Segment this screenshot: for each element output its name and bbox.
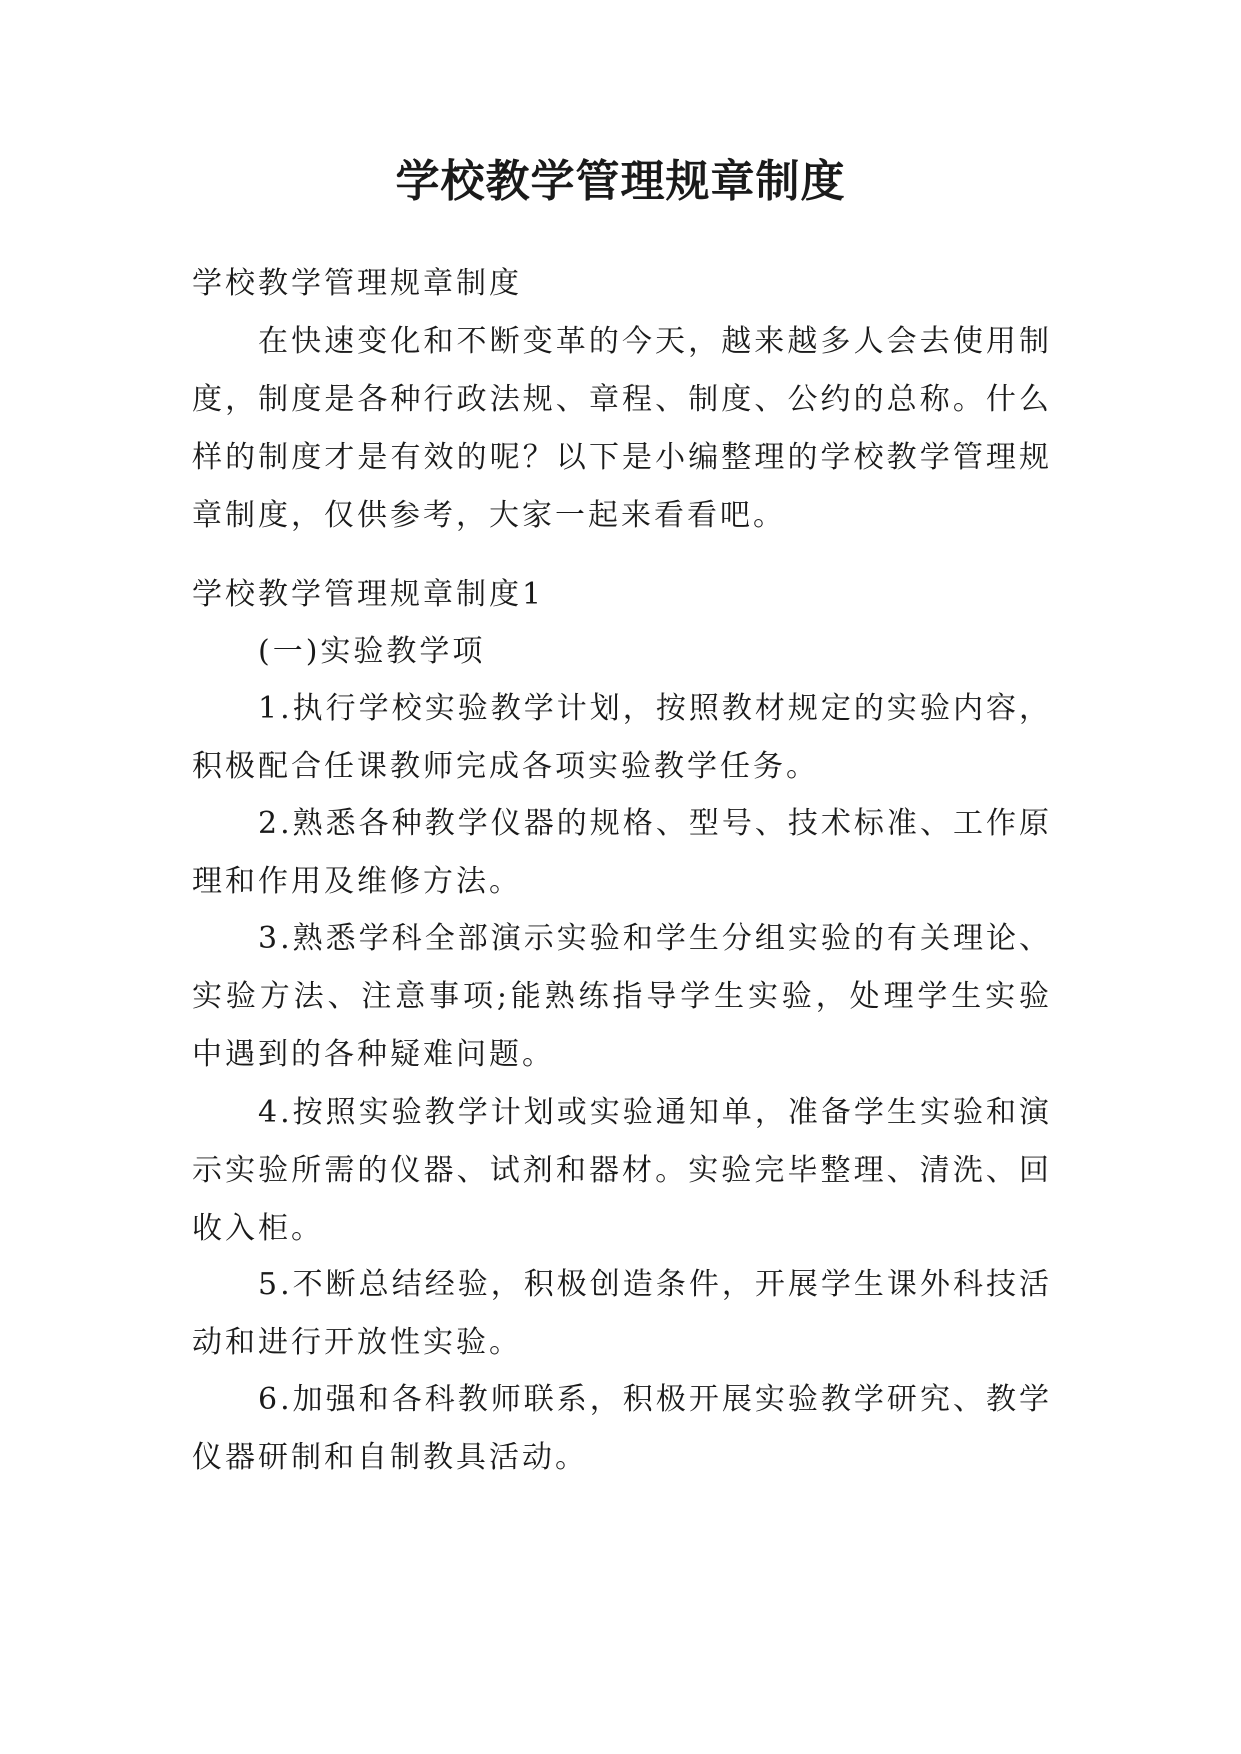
list-item: 4.按照实验教学计划或实验通知单，准备学生实验和演示实验所需的仪器、试剂和器材。实验完毕整理、清洗、回收入柜。 bbox=[192, 1095, 1052, 1246]
section-heading: 学校教学管理规章制度1 bbox=[192, 577, 545, 612]
list-item: 5.不断总结经验，积极创造条件，开展学生课外科技活动和进行开放性实验。 bbox=[192, 1267, 1052, 1360]
list-item: 6.加强和各科教师联系，积极开展实验教学研究、教学仪器研制和自制教具活动。 bbox=[192, 1382, 1052, 1475]
list-item: 1.执行学校实验教学计划，按照教材规定的实验内容，积极配合任课教师完成各项实验教学任务。 bbox=[192, 691, 1052, 784]
intro-paragraph: 在快速变化和不断变革的今天，越来越多人会去使用制度，制度是各种行政法规、章程、制度、公约的总称。什么样的制度才是有效的呢？以下是小编整理的学校教学管理规章制度，仅供参考，大家一起来看看吧。 bbox=[192, 324, 1052, 533]
document-title: 学校教学管理规章制度 bbox=[395, 156, 846, 207]
list-item: 2.熟悉各种教学仪器的规格、型号、技术标准、工作原理和作用及维修方法。 bbox=[192, 806, 1052, 899]
list-item: 3.熟悉学科全部演示实验和学生分组实验的有关理论、实验方法、注意事项;能熟练指导学生实验，处理学生实验中遇到的各种疑难问题。 bbox=[192, 921, 1052, 1072]
intro-heading: 学校教学管理规章制度 bbox=[192, 266, 522, 301]
section-subheading: (一)实验教学项 bbox=[258, 634, 486, 669]
